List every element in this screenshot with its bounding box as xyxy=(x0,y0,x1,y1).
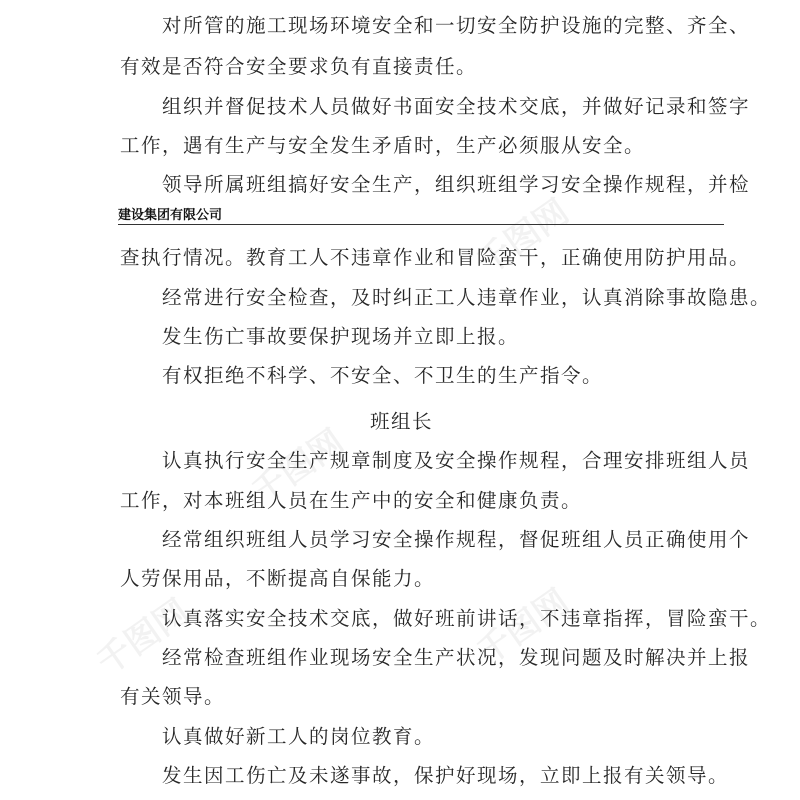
watermark: 千图网 xyxy=(244,421,352,514)
watermark: 千图网 xyxy=(89,591,197,684)
paragraph-line: 发生伤亡事故要保护现场并立即上报。 xyxy=(162,325,520,348)
paragraph-line: 查执行情况。教育工人不违章作业和冒险蛮干，正确使用防护用品。 xyxy=(120,246,751,269)
paragraph-line: 有关领导。 xyxy=(120,685,226,708)
paragraph-line: 有权拒绝不科学、不安全、不卫生的生产指令。 xyxy=(162,364,604,387)
paragraph-line: 有效是否符合安全要求负有直接责任。 xyxy=(120,55,478,78)
paragraph-line: 认真执行安全生产规章制度及安全操作规程，合理安排班组人员 xyxy=(162,449,751,472)
watermark: 千图网 xyxy=(469,191,577,284)
paragraph-line: 领导所属班组搞好安全生产，组织班组学习安全操作规程，并检 xyxy=(162,173,751,196)
watermark: 千图网 xyxy=(469,581,577,674)
section-title: 班组长 xyxy=(370,410,434,433)
paragraph-line: 认真做好新工人的岗位教育。 xyxy=(162,725,436,748)
paragraph-line: 认真落实安全技术交底，做好班前讲话，不违章指挥，冒险蛮干。 xyxy=(162,607,772,630)
paragraph-line: 经常检查班组作业现场安全生产状况，发现问题及时解决并上报 xyxy=(162,646,751,669)
paragraph-line: 工作，对本班组人员在生产中的安全和健康负责。 xyxy=(120,489,583,512)
header-divider xyxy=(118,224,724,225)
paragraph-line: 工作，遇有生产与安全发生矛盾时，生产必须服从安全。 xyxy=(120,134,646,157)
paragraph-line: 经常组织班组人员学习安全操作规程，督促班组人员正确使用个 xyxy=(162,528,751,551)
paragraph-line: 对所管的施工现场环境安全和一切安全防护设施的完整、齐全、 xyxy=(162,14,751,37)
paragraph-line: 经常进行安全检查，及时纠正工人违章作业，认真消除事故隐患。 xyxy=(162,286,772,309)
paragraph-line: 人劳保用品，不断提高自保能力。 xyxy=(120,567,436,590)
company-header: 建设集团有限公司 xyxy=(118,208,223,223)
paragraph-line: 组织并督促技术人员做好书面安全技术交底，并做好记录和签字 xyxy=(162,95,751,118)
paragraph-line: 发生因工伤亡及未遂事故，保护好现场，立即上报有关领导。 xyxy=(162,764,730,787)
